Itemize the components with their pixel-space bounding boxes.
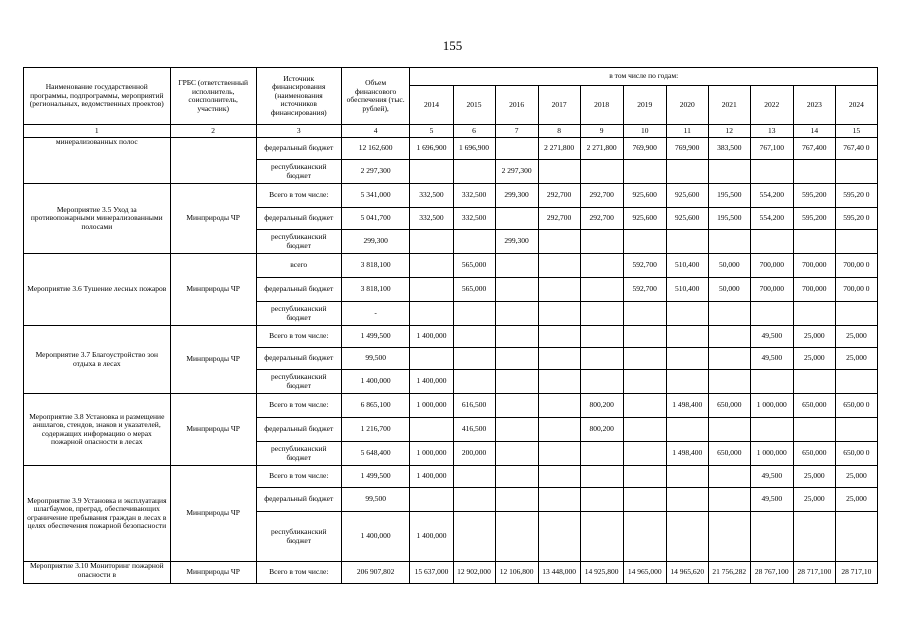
year-value	[453, 488, 495, 512]
year-value	[453, 326, 495, 348]
year-value: 299,300	[495, 230, 538, 254]
table-row	[24, 184, 878, 208]
year-value: 50,000	[708, 278, 750, 302]
year-value: 1 696,900	[410, 138, 453, 160]
table-row	[24, 466, 878, 488]
year-value	[538, 254, 580, 278]
year-value	[580, 466, 623, 488]
year-value: 1 000,000	[750, 442, 793, 466]
year-value: 1 400,000	[410, 370, 453, 394]
year-value	[623, 418, 666, 442]
total-volume: 99,500	[341, 348, 410, 370]
year-value: 767,100	[750, 138, 793, 160]
year-value: 332,500	[453, 208, 495, 230]
year-value: 925,600	[623, 208, 666, 230]
header-year: 2021	[708, 86, 750, 125]
year-value: 292,700	[538, 208, 580, 230]
funding-source: Всего в том числе:	[256, 326, 341, 348]
year-value: 200,000	[453, 442, 495, 466]
total-volume: 206 907,802	[341, 562, 410, 584]
year-value	[708, 326, 750, 348]
column-number: 15	[835, 125, 877, 138]
year-value: 700,000	[793, 254, 835, 278]
year-value: 1 400,000	[410, 466, 453, 488]
year-value	[793, 230, 835, 254]
year-value: 332,500	[410, 208, 453, 230]
page-number: 155	[442, 38, 463, 53]
header-grbs: ГРБС (ответственный исполнитель, соисполнитель, участник)	[170, 68, 256, 125]
year-value	[580, 488, 623, 512]
total-volume: 3 818,100	[341, 254, 410, 278]
header-year: 2015	[453, 86, 495, 125]
year-value: 1 696,900	[453, 138, 495, 160]
year-value	[793, 418, 835, 442]
header-year: 2016	[495, 86, 538, 125]
year-value: 700,00 0	[835, 278, 877, 302]
year-value: 650,00 0	[835, 442, 877, 466]
header-volume: Объем финансового обеспечения (тыс. рублей),	[341, 68, 410, 125]
year-value	[538, 370, 580, 394]
year-value: 700,000	[750, 254, 793, 278]
year-value: 510,400	[666, 278, 708, 302]
year-value	[453, 466, 495, 488]
total-volume: -	[341, 302, 410, 326]
year-value	[623, 348, 666, 370]
year-value	[538, 302, 580, 326]
year-value: 25,000	[793, 326, 835, 348]
total-volume: 6 865,100	[341, 394, 410, 418]
year-value: 332,500	[410, 184, 453, 208]
column-number: 14	[793, 125, 835, 138]
year-value	[793, 512, 835, 562]
year-value	[750, 418, 793, 442]
table-row	[24, 138, 878, 160]
year-value	[538, 394, 580, 418]
header-source: Источник финансирования (наименования источников финансирования)	[256, 68, 341, 125]
funding-source: Всего в том числе:	[256, 184, 341, 208]
measure-name: Мероприятие 3.5 Уход за противопожарными минерализованными полосами	[24, 184, 171, 254]
year-value	[538, 348, 580, 370]
year-value: 49,500	[750, 488, 793, 512]
measure-name: Мероприятие 3.9 Установка и эксплуатация шлагбаумов, преград, обеспечивающих ограничение пребывания граждан в лесах в целях обеспечения пожарной безопасности	[24, 466, 171, 562]
year-value	[453, 160, 495, 184]
funding-source: республиканский бюджет	[256, 442, 341, 466]
year-value	[410, 302, 453, 326]
year-value	[580, 370, 623, 394]
year-value	[623, 370, 666, 394]
year-value	[708, 160, 750, 184]
year-value	[666, 302, 708, 326]
year-value: 595,20 0	[835, 208, 877, 230]
year-value: 25,000	[835, 326, 877, 348]
funding-source: республиканский бюджет	[256, 512, 341, 562]
year-value	[750, 370, 793, 394]
year-value: 14 965,000	[623, 562, 666, 584]
year-value: 1 000,000	[750, 394, 793, 418]
year-value: 49,500	[750, 348, 793, 370]
column-number: 4	[341, 125, 410, 138]
year-value: 25,000	[793, 488, 835, 512]
funding-source: Всего в том числе:	[256, 394, 341, 418]
grbs-cell	[170, 138, 256, 184]
year-value	[580, 348, 623, 370]
year-value	[708, 348, 750, 370]
year-value	[750, 230, 793, 254]
year-value: 50,000	[708, 254, 750, 278]
year-value: 769,900	[666, 138, 708, 160]
funding-source: федеральный бюджет	[256, 418, 341, 442]
total-volume: 5 648,400	[341, 442, 410, 466]
year-value	[666, 512, 708, 562]
year-value	[495, 418, 538, 442]
year-value: 195,500	[708, 184, 750, 208]
year-value: 925,600	[666, 184, 708, 208]
year-value	[623, 488, 666, 512]
year-value	[623, 394, 666, 418]
year-value: 616,500	[453, 394, 495, 418]
year-value	[453, 302, 495, 326]
year-value: 2 271,800	[538, 138, 580, 160]
funding-source: федеральный бюджет	[256, 208, 341, 230]
year-value	[666, 160, 708, 184]
total-volume: 5 341,000	[341, 184, 410, 208]
column-number: 7	[495, 125, 538, 138]
year-value: 1 400,000	[410, 326, 453, 348]
year-value: 650,000	[708, 394, 750, 418]
funding-source: республиканский бюджет	[256, 370, 341, 394]
year-value	[750, 160, 793, 184]
total-volume: 2 297,300	[341, 160, 410, 184]
financing-table	[23, 67, 878, 584]
grbs-cell: Минприроды ЧР	[170, 254, 256, 326]
year-value	[495, 466, 538, 488]
year-value: 1 000,000	[410, 442, 453, 466]
year-value	[666, 370, 708, 394]
year-value: 25,000	[835, 348, 877, 370]
year-value: 565,000	[453, 278, 495, 302]
header-year: 2020	[666, 86, 708, 125]
grbs-cell: Минприроды ЧР	[170, 466, 256, 562]
year-value	[623, 466, 666, 488]
table-row	[24, 562, 878, 584]
year-value	[453, 512, 495, 562]
year-value	[708, 230, 750, 254]
year-value	[708, 512, 750, 562]
year-value: 49,500	[750, 326, 793, 348]
column-number: 13	[750, 125, 793, 138]
year-value: 650,000	[793, 394, 835, 418]
year-value	[495, 488, 538, 512]
year-value: 25,000	[793, 348, 835, 370]
year-value	[580, 512, 623, 562]
year-value: 13 448,000	[538, 562, 580, 584]
year-value	[835, 302, 877, 326]
year-value	[666, 488, 708, 512]
year-value: 292,700	[538, 184, 580, 208]
year-value: 650,000	[708, 442, 750, 466]
funding-source: республиканский бюджет	[256, 230, 341, 254]
year-value: 925,600	[666, 208, 708, 230]
year-value	[835, 370, 877, 394]
year-value	[410, 278, 453, 302]
year-value: 650,00 0	[835, 394, 877, 418]
year-value	[495, 254, 538, 278]
funding-source: всего	[256, 254, 341, 278]
year-value	[708, 466, 750, 488]
year-value	[495, 326, 538, 348]
year-value	[495, 302, 538, 326]
column-number: 2	[170, 125, 256, 138]
year-value	[410, 418, 453, 442]
year-value	[453, 348, 495, 370]
year-value	[708, 418, 750, 442]
year-value	[666, 418, 708, 442]
year-value: 592,700	[623, 278, 666, 302]
year-value	[495, 442, 538, 466]
year-value: 554,200	[750, 184, 793, 208]
funding-source: федеральный бюджет	[256, 278, 341, 302]
total-volume: 1 400,000	[341, 512, 410, 562]
year-value: 554,200	[750, 208, 793, 230]
year-value	[453, 370, 495, 394]
measure-name: Мероприятие 3.7 Благоустройство зон отдыха в лесах	[24, 326, 171, 394]
table-row	[24, 394, 878, 418]
year-value	[410, 254, 453, 278]
year-value	[835, 230, 877, 254]
year-value	[580, 442, 623, 466]
funding-source: Всего в том числе:	[256, 466, 341, 488]
year-value	[835, 512, 877, 562]
year-value	[538, 442, 580, 466]
year-value: 1 498,400	[666, 394, 708, 418]
measure-name: минерализованных полос	[24, 138, 171, 184]
measure-name: Мероприятие 3.10 Мониторинг пожарной опасности в	[24, 562, 171, 584]
year-value: 800,200	[580, 418, 623, 442]
year-value: 299,300	[495, 184, 538, 208]
year-value: 595,200	[793, 208, 835, 230]
header-year: 2017	[538, 86, 580, 125]
total-volume: 12 162,600	[341, 138, 410, 160]
header-year: 2018	[580, 86, 623, 125]
year-value	[538, 230, 580, 254]
year-value	[623, 326, 666, 348]
year-value: 1 000,000	[410, 394, 453, 418]
year-value	[623, 512, 666, 562]
year-value	[580, 326, 623, 348]
funding-source: федеральный бюджет	[256, 138, 341, 160]
year-value: 650,000	[793, 442, 835, 466]
grbs-cell: Минприроды ЧР	[170, 326, 256, 394]
grbs-cell: Минприроды ЧР	[170, 394, 256, 466]
year-value	[495, 512, 538, 562]
funding-source: федеральный бюджет	[256, 488, 341, 512]
year-value	[538, 466, 580, 488]
year-value	[580, 278, 623, 302]
year-value: 383,500	[708, 138, 750, 160]
year-value	[495, 370, 538, 394]
total-volume: 3 818,100	[341, 278, 410, 302]
year-value: 1 498,400	[666, 442, 708, 466]
total-volume: 1 499,500	[341, 466, 410, 488]
year-value	[538, 326, 580, 348]
year-value	[666, 348, 708, 370]
year-value: 769,900	[623, 138, 666, 160]
column-number: 1	[24, 125, 171, 138]
column-number: 12	[708, 125, 750, 138]
year-value	[750, 512, 793, 562]
year-value: 25,000	[835, 466, 877, 488]
total-volume: 5 041,700	[341, 208, 410, 230]
column-number: 5	[410, 125, 453, 138]
year-value: 416,500	[453, 418, 495, 442]
year-value: 292,700	[580, 184, 623, 208]
year-value: 195,500	[708, 208, 750, 230]
year-value: 2 297,300	[495, 160, 538, 184]
year-value: 767,40 0	[835, 138, 877, 160]
year-value	[580, 302, 623, 326]
year-value	[495, 278, 538, 302]
year-value: 12 106,800	[495, 562, 538, 584]
year-value: 14 925,800	[580, 562, 623, 584]
year-value	[835, 160, 877, 184]
funding-source: Всего в том числе:	[256, 562, 341, 584]
year-value	[410, 488, 453, 512]
column-number: 8	[538, 125, 580, 138]
year-value: 292,700	[580, 208, 623, 230]
year-value	[538, 512, 580, 562]
year-value	[580, 230, 623, 254]
header-program: Наименование государственной программы, подпрограммы, мероприятий (региональных, ведомственных проектов)	[24, 68, 171, 125]
year-value	[538, 278, 580, 302]
year-value: 28 717,100	[793, 562, 835, 584]
year-value: 21 756,282	[708, 562, 750, 584]
column-number: 11	[666, 125, 708, 138]
total-volume: 1 400,000	[341, 370, 410, 394]
year-value	[666, 466, 708, 488]
total-volume: 99,500	[341, 488, 410, 512]
year-value: 510,400	[666, 254, 708, 278]
year-value: 49,500	[750, 466, 793, 488]
year-value	[750, 302, 793, 326]
year-value	[495, 394, 538, 418]
year-value: 332,500	[453, 184, 495, 208]
year-value	[453, 230, 495, 254]
year-value	[623, 230, 666, 254]
year-value: 592,700	[623, 254, 666, 278]
year-value: 700,000	[750, 278, 793, 302]
year-value	[580, 160, 623, 184]
year-value: 25,000	[793, 466, 835, 488]
year-value	[495, 138, 538, 160]
year-value	[793, 302, 835, 326]
year-value: 2 271,800	[580, 138, 623, 160]
measure-name: Мероприятие 3.8 Установка и размещение аншлагов, стендов, знаков и указателей, содержащих информацию о мерах пожарной опасности в лесах	[24, 394, 171, 466]
year-value	[835, 418, 877, 442]
year-value: 28 717,10	[835, 562, 877, 584]
year-value: 25,000	[835, 488, 877, 512]
grbs-cell: Минприроды ЧР	[170, 184, 256, 254]
year-value: 12 902,000	[453, 562, 495, 584]
funding-source: республиканский бюджет	[256, 302, 341, 326]
year-value	[538, 418, 580, 442]
year-value	[410, 348, 453, 370]
year-value	[495, 208, 538, 230]
year-value	[410, 230, 453, 254]
year-value	[623, 442, 666, 466]
total-volume: 299,300	[341, 230, 410, 254]
grbs-cell: Минприроды ЧР	[170, 562, 256, 584]
year-value: 14 965,620	[666, 562, 708, 584]
year-value: 1 400,000	[410, 512, 453, 562]
year-value	[538, 488, 580, 512]
year-value	[708, 370, 750, 394]
year-value	[538, 160, 580, 184]
year-value	[708, 302, 750, 326]
year-value	[410, 160, 453, 184]
year-value	[623, 160, 666, 184]
year-value: 700,00 0	[835, 254, 877, 278]
year-value	[623, 302, 666, 326]
column-number: 3	[256, 125, 341, 138]
year-value: 595,20 0	[835, 184, 877, 208]
header-year: 2023	[793, 86, 835, 125]
total-volume: 1 499,500	[341, 326, 410, 348]
year-value: 565,000	[453, 254, 495, 278]
funding-source: федеральный бюджет	[256, 348, 341, 370]
year-value: 800,200	[580, 394, 623, 418]
year-value: 28 767,100	[750, 562, 793, 584]
header-year: 2019	[623, 86, 666, 125]
table-row	[24, 254, 878, 278]
table-row	[24, 326, 878, 348]
year-value	[793, 160, 835, 184]
year-value	[793, 370, 835, 394]
header-year: 2022	[750, 86, 793, 125]
year-value: 595,200	[793, 184, 835, 208]
year-value: 700,000	[793, 278, 835, 302]
header-year: 2024	[835, 86, 877, 125]
column-number: 6	[453, 125, 495, 138]
year-value	[708, 488, 750, 512]
year-value: 767,400	[793, 138, 835, 160]
column-number: 9	[580, 125, 623, 138]
year-value: 15 637,000	[410, 562, 453, 584]
year-value	[580, 254, 623, 278]
total-volume: 1 216,700	[341, 418, 410, 442]
header-year: 2014	[410, 86, 453, 125]
year-value	[666, 230, 708, 254]
funding-source: республиканский бюджет	[256, 160, 341, 184]
measure-name: Мероприятие 3.6 Тушение лесных пожаров	[24, 254, 171, 326]
year-value: 925,600	[623, 184, 666, 208]
column-number: 10	[623, 125, 666, 138]
year-value	[495, 348, 538, 370]
header-by-years: в том числе по годам:	[410, 68, 878, 86]
year-value	[666, 326, 708, 348]
